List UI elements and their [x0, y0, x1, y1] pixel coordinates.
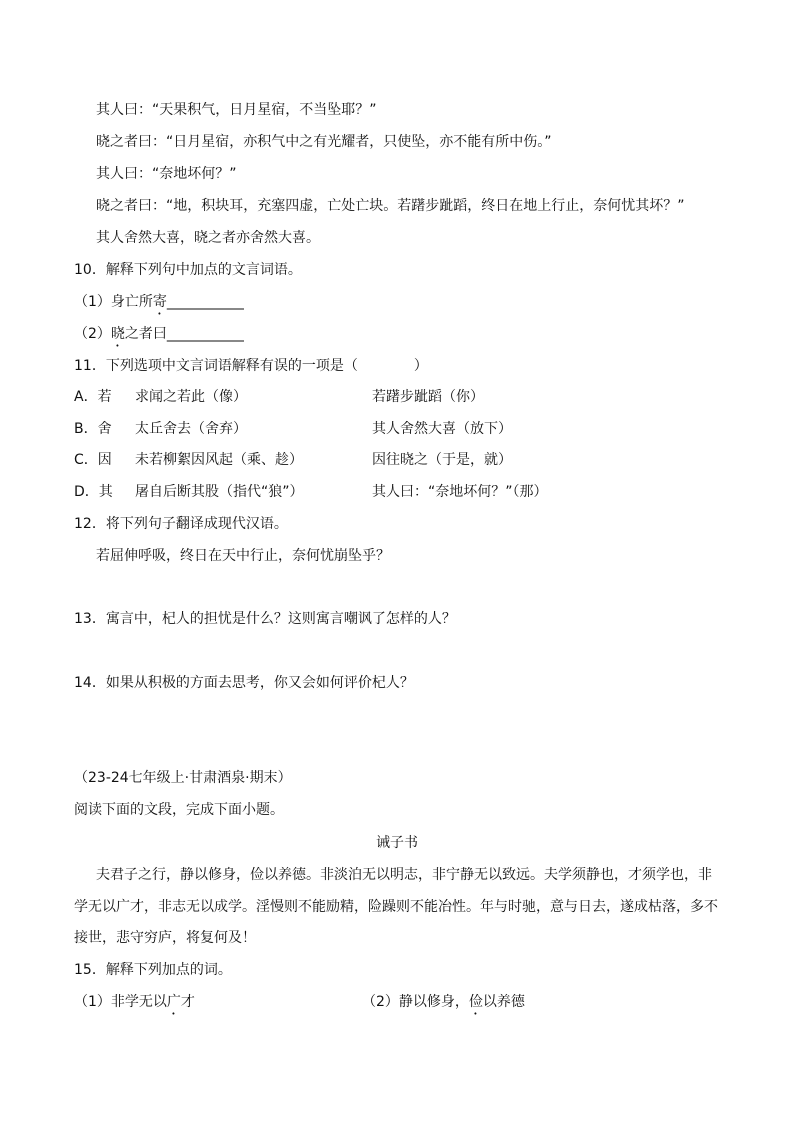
- question-15-item-1: [74, 992, 195, 1018]
- option-d-label[interactable]: D．其: [74, 484, 113, 500]
- item-text: 以养德: [482, 994, 525, 1010]
- question-13-stem: 13．寓言中，杞人的担忧是什么？这则寓言嘲讽了怎样的人？: [74, 611, 456, 627]
- passage-title: 诫子书: [376, 835, 418, 851]
- option-b-right: 其人舍然大喜（放下）: [372, 421, 512, 437]
- passage-line-3: 其人曰：“奈地坏何？”: [96, 166, 237, 182]
- passage-line-1: 其人曰：“天果积气，日月星宿，不当坠耶？”: [96, 102, 377, 118]
- item-text: 之者曰: [124, 326, 167, 342]
- option-b-left: 太丘舍去（舍弃）: [135, 421, 247, 437]
- option-a-left: 求闻之若此（像）: [135, 389, 247, 405]
- item-number: （2）: [362, 994, 399, 1010]
- reading-instruction: 阅读下面的文段，完成下面小题。: [74, 802, 284, 818]
- option-a-right: 若躇步跐蹈（你）: [372, 389, 484, 405]
- option-b-label[interactable]: B．舍: [74, 421, 112, 437]
- passage2-line-1: 夫君子之行，静以修身，俭以养德。非淡泊无以明志，非宁静无以致远。夫学须静也，才须学也，非: [96, 867, 712, 883]
- item-text: 静以修身，: [398, 994, 469, 1010]
- answer-blank[interactable]: ___________: [166, 326, 244, 342]
- option-a-label[interactable]: A．若: [74, 389, 112, 405]
- passage-line-2: 晓之者曰：“日月星宿，亦积气中之有光耀者，只使坠，亦不能有所中伤。”: [96, 134, 552, 150]
- item-text: 非学无以: [110, 994, 167, 1010]
- option-d-right: 其人曰：“奈地坏何？”（那）: [372, 484, 548, 500]
- question-15-item-2: [362, 992, 525, 1018]
- item-text: 身亡所: [110, 294, 153, 310]
- question-10-stem: 10．解释下列句中加点的文言词语。: [74, 262, 302, 278]
- source-note: （23-24七年级上·甘肃酒泉·期末）: [74, 770, 292, 786]
- question-11-stem: 11．下列选项中文言词语解释有误的一项是（ ）: [74, 358, 428, 374]
- option-c-left: 未若柳絮因风起（乘、趁）: [135, 452, 303, 468]
- question-12-sentence: 若屈伸呼吸，终日在天中行止，奈何忧崩坠乎？: [96, 548, 390, 564]
- passage-line-5: 其人舍然大喜，晓之者亦舍然大喜。: [96, 230, 320, 246]
- passage2-line-2: 学无以广才，非志无以成学。淫慢则不能励精，险躁则不能冶性。年与时驰，意与日去，遂成枯落，多不: [74, 899, 718, 915]
- option-c-right: 因往晓之（于是，就）: [372, 452, 512, 468]
- item-number: （1）: [74, 294, 111, 310]
- question-10-item-1: [74, 292, 244, 318]
- passage-line-4: 晓之者曰：“地，积块耳，充塞四虚，亡处亡块。若躇步跐蹈，终日在地上行止，奈何忧其坏？”: [96, 198, 685, 214]
- question-15-stem: 15．解释下列加点的词。: [74, 962, 232, 978]
- answer-blank[interactable]: ___________: [166, 294, 244, 310]
- item-text: 才: [180, 994, 195, 1010]
- item-number: （1）: [74, 994, 111, 1010]
- dotted-word: 晓: [110, 326, 125, 342]
- option-c-label[interactable]: C．因: [74, 452, 112, 468]
- question-14-stem: 14．如果从积极的方面去思考，你又会如何评价杞人？: [74, 675, 414, 691]
- passage2-line-3: 接世，悲守穷庐，将复何及！: [74, 930, 256, 946]
- item-number: （2）: [74, 326, 111, 342]
- option-d-left: 屠自后断其股（指代“狼”）: [135, 484, 304, 500]
- dotted-word: 俭: [468, 994, 483, 1010]
- question-12-stem: 12．将下列句子翻译成现代汉语。: [74, 516, 288, 532]
- dotted-word: 广: [166, 994, 181, 1010]
- question-10-item-2: [74, 324, 244, 350]
- dotted-word: 寄: [152, 294, 167, 310]
